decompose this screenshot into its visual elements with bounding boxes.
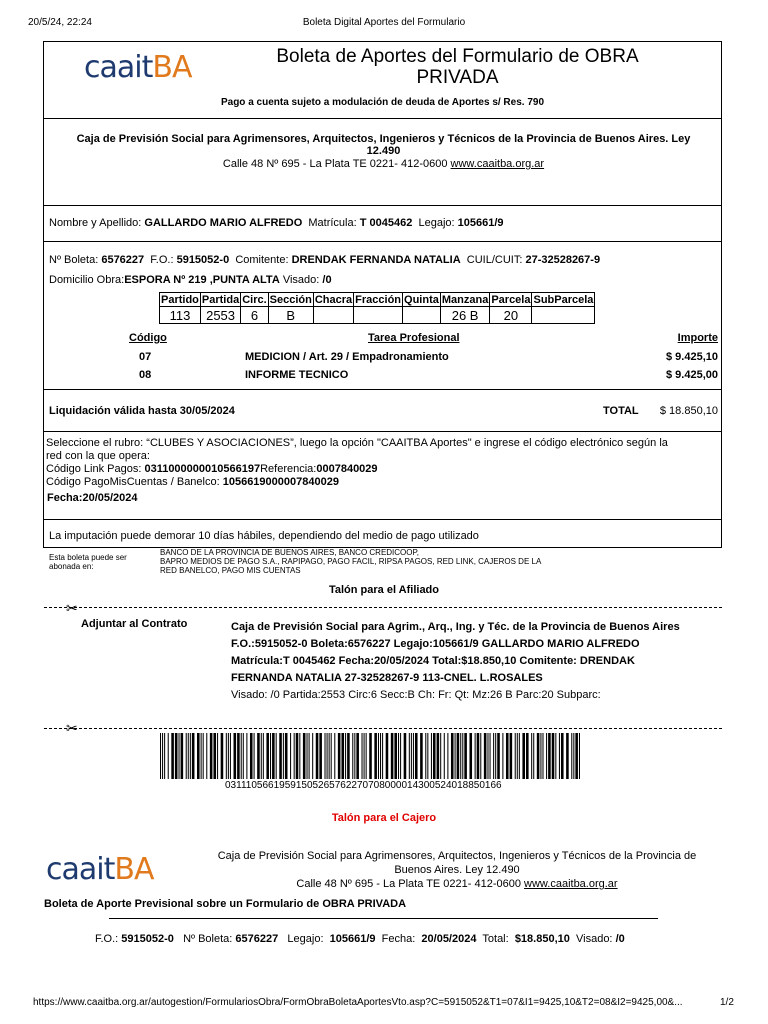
- cadastre-header: Chacra: [314, 293, 353, 306]
- cadastre-header: Manzana: [441, 293, 489, 306]
- total-label: TOTAL: [603, 405, 639, 417]
- cadastre-header: Partido: [161, 293, 199, 306]
- task-amount: $ 9.425,00: [666, 369, 718, 381]
- caaitba-logo: caaitBA: [84, 50, 192, 85]
- payment-places: BANCO DE LA PROVINCIA DE BUENOS AIRES, BANCO CREDICOOP, BAPRO MEDIOS DE PAGO S.A., RAPIPAGO, PAGO FACIL, RIPSA PAGOS, RED LINK, CAJEROS DE LA RED BANELCO, PAGO MIS CUENTAS: [160, 548, 542, 575]
- adjuntar-label: Adjuntar al Contrato: [81, 618, 188, 630]
- cadastre-cell: [313, 307, 353, 324]
- col-codigo-header: Código: [129, 332, 167, 344]
- caaitba-logo: caaitBA: [46, 852, 154, 887]
- print-datetime: 20/5/24, 22:24: [28, 17, 92, 28]
- cajero-summary: F.O.: 5915052-0 Nº Boleta: 6576227 Legajo: 105661/9 Fecha: 20/05/2024 Total: $18.850,10 Visado: /0: [95, 933, 625, 945]
- cadastre-cell: 6: [241, 307, 268, 324]
- liquidacion-validity: Liquidación válida hasta 30/05/2024: [49, 405, 235, 417]
- cadastre-header: Sección: [269, 293, 312, 306]
- institution-block: Caja de Previsión Social para Agrimensores, Arquitectos, Ingenieros y Técnicos de la Provincia de Buenos Aires. Ley 12.490 Calle 48 Nº 695 - La Plata TE 0221- 412-0600 www.caaitba.org.ar: [76, 133, 691, 170]
- print-page-number: 1/2: [720, 997, 734, 1008]
- cadastre-cell: [403, 307, 441, 324]
- scissors-icon: ✂: [66, 720, 78, 736]
- col-importe-header: Importe: [677, 332, 718, 344]
- cadastre-table: [159, 292, 595, 324]
- talon-afiliado-details: Caja de Previsión Social para Agrim., Arq., Ing. y Téc. de la Provincia de Buenos Aires F.O.:5915052-0 Boleta:6576227 Legajo:105661/9 GALLARDO MARIO ALFREDO Matrícula:T 0045462 Fecha:20/05/2024 Total:$18.850,10 Comitente: DRENDAK FERNANDA NATALIA 27-32528267-9 113-CNEL. L.ROSALES Visado: /0 Partida:2553 Circ:6 Secc:B Ch: Fr: Qt: Mz:26 B Parc:20 Subparc:: [231, 621, 680, 701]
- payment-instructions: Seleccione el rubro: “CLUBES Y ASOCIACIONES”, luego la opción "CAAITBA Aportes" e ingrese el código electrónico según la red con la que opera: Código Link Pagos: 0311000000010566197Referencia:0007840029 Código PagoMisCuentas / Banelco: 1056619000007840029 Fecha:20/05/2024: [46, 437, 668, 504]
- cadastre-cell: 113: [160, 307, 201, 324]
- talon-afiliado-title: Talón para el Afiliado: [328, 584, 440, 596]
- task-amount: $ 9.425,10: [666, 351, 718, 363]
- abonada-label: Esta boleta puede ser abonada en:: [49, 553, 127, 571]
- task-code: 07: [139, 351, 152, 363]
- cut-line: [44, 607, 722, 608]
- scissors-icon: ✂: [66, 600, 78, 616]
- cadastre-header: Circ.: [242, 293, 267, 306]
- person-row: Nombre y Apellido: GALLARDO MARIO ALFREDO Matrícula: T 0045462 Legajo: 105661/9: [49, 217, 504, 229]
- boleta-info-row: Nº Boleta: 6576227 F.O.: 5915052-0 Comitente: DRENDAK FERNANDA NATALIA CUIL/CUIT: 27-32528267-9: [49, 254, 601, 266]
- total-amount: $ 18.850,10: [659, 405, 718, 417]
- cadastre-header: Parcela: [491, 293, 531, 306]
- print-page-title: Boleta Digital Aportes del Formulario: [302, 17, 466, 28]
- page-title: Boleta de Aportes del Formulario de OBRA PRIVADA: [276, 46, 639, 88]
- barcode-number: 03111056619591505265762270708000014300524018850166: [225, 780, 502, 791]
- website-link[interactable]: www.caaitba.org.ar: [524, 878, 618, 890]
- cadastre-cell: 26 B: [440, 307, 489, 324]
- cadastre-header: Fracción: [355, 293, 402, 306]
- print-url: https://www.caaitba.org.ar/autogestion/FormulariosObra/FormObraBoletaAportesVto.asp?C=5915052&T1=07&I1=9425,10&T2=08&I2=9425,00&...: [33, 997, 683, 1008]
- cadastre-header: Quinta: [404, 293, 439, 306]
- cajero-boleta-title: Boleta de Aporte Previsional sobre un Formulario de OBRA PRIVADA: [44, 898, 407, 910]
- cadastre-header: SubParcela: [533, 293, 594, 306]
- talon-cajero-title: Talón para el Cajero: [331, 812, 437, 824]
- col-tarea-header: Tarea Profesional: [368, 332, 460, 344]
- imputacion-note: La imputación puede demorar 10 días hábiles, dependiendo del medio de pago utilizado: [49, 530, 479, 542]
- task-description: MEDICION / Art. 29 / Empadronamiento: [245, 351, 449, 363]
- website-link[interactable]: www.caaitba.org.ar: [450, 158, 545, 170]
- cadastre-header: Partida: [201, 293, 240, 306]
- cadastre-cell: [532, 307, 595, 324]
- cut-line: [44, 728, 722, 729]
- barcode: [160, 733, 580, 781]
- task-description: INFORME TECNICO: [245, 369, 349, 381]
- cadastre-cell: [354, 307, 403, 324]
- cadastre-cell: 2553: [200, 307, 240, 324]
- link-pagos-code: 0311000000010566197: [144, 463, 261, 475]
- referencia-code: 0007840029: [316, 463, 378, 475]
- subtitle: Pago a cuenta sujeto a modulación de deuda de Aportes s/ Res. 790: [220, 97, 545, 108]
- pagomiscuentas-code: 1056619000007840029: [222, 476, 339, 488]
- domicilio-row: Domicilio Obra:ESPORA Nº 219 ,PUNTA ALTA Visado: /0: [49, 274, 332, 286]
- divider: [109, 918, 658, 919]
- cadastre-cell: 20: [490, 307, 532, 324]
- task-code: 08: [139, 369, 152, 381]
- cadastre-cell: B: [268, 307, 313, 324]
- cajero-institution: Caja de Previsión Social para Agrimensores, Arquitectos, Ingenieros y Técnicos de la Provincia de Buenos Aires. Ley 12.490 Calle 48 Nº 695 - La Plata TE 0221- 412-0600 www.caaitba.org.ar: [217, 850, 697, 890]
